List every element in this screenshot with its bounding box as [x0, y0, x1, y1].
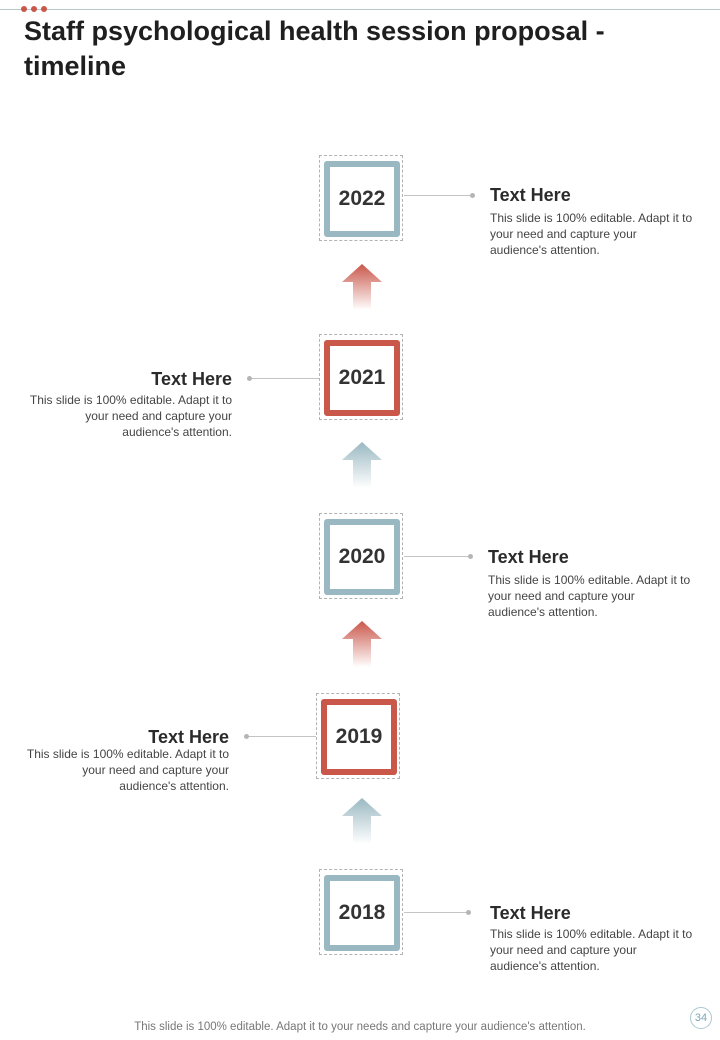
page-title: Staff psychological health session proposal - timeline: [24, 16, 605, 81]
year-label: 2019: [321, 699, 397, 775]
page-number: 34: [690, 1007, 712, 1029]
item-description: This slide is 100% editable. Adapt it to your need and capture your audience's attention.: [29, 393, 232, 439]
item-description: This slide is 100% editable. Adapt it to your need and capture your audience's attention.: [488, 573, 691, 619]
connector-dot: [247, 376, 252, 381]
item-heading: Text Here: [148, 727, 229, 747]
item-heading: Text Here: [488, 547, 569, 567]
item-heading: Text Here: [490, 185, 571, 205]
connector-dot: [470, 193, 475, 198]
item-heading: Text Here: [490, 903, 571, 923]
item-description: This slide is 100% editable. Adapt it to your need and capture your audience's attention.: [26, 747, 229, 793]
year-label: 2018: [324, 875, 400, 951]
connector-line: [250, 378, 319, 379]
up-arrow-icon: [342, 798, 382, 844]
year-label: 2020: [324, 519, 400, 595]
up-arrow-icon: [342, 442, 382, 488]
year-box-2020: [319, 513, 403, 599]
year-box-2019: [316, 693, 400, 779]
connector-dot: [466, 910, 471, 915]
year-label: 2021: [324, 340, 400, 416]
item-heading: Text Here: [151, 369, 232, 389]
header-dots-icon: [21, 6, 47, 12]
connector-dot: [468, 554, 473, 559]
connector-line: [404, 195, 472, 196]
year-box-2018: [319, 869, 403, 955]
connector-line: [247, 736, 316, 737]
connector-dot: [244, 734, 249, 739]
year-box-2021: [319, 334, 403, 420]
item-description: This slide is 100% editable. Adapt it to your need and capture your audience's attention.: [490, 927, 693, 973]
up-arrow-icon: [342, 264, 382, 310]
footer-note: This slide is 100% editable. Adapt it to your needs and capture your audience's attention.: [134, 1021, 586, 1033]
up-arrow-icon: [342, 621, 382, 667]
top-rule: [0, 9, 720, 10]
item-description: This slide is 100% editable. Adapt it to your need and capture your audience's attention.: [490, 211, 693, 257]
connector-line: [404, 556, 470, 557]
connector-line: [404, 912, 468, 913]
year-box-2022: [319, 155, 403, 241]
year-label: 2022: [324, 161, 400, 237]
